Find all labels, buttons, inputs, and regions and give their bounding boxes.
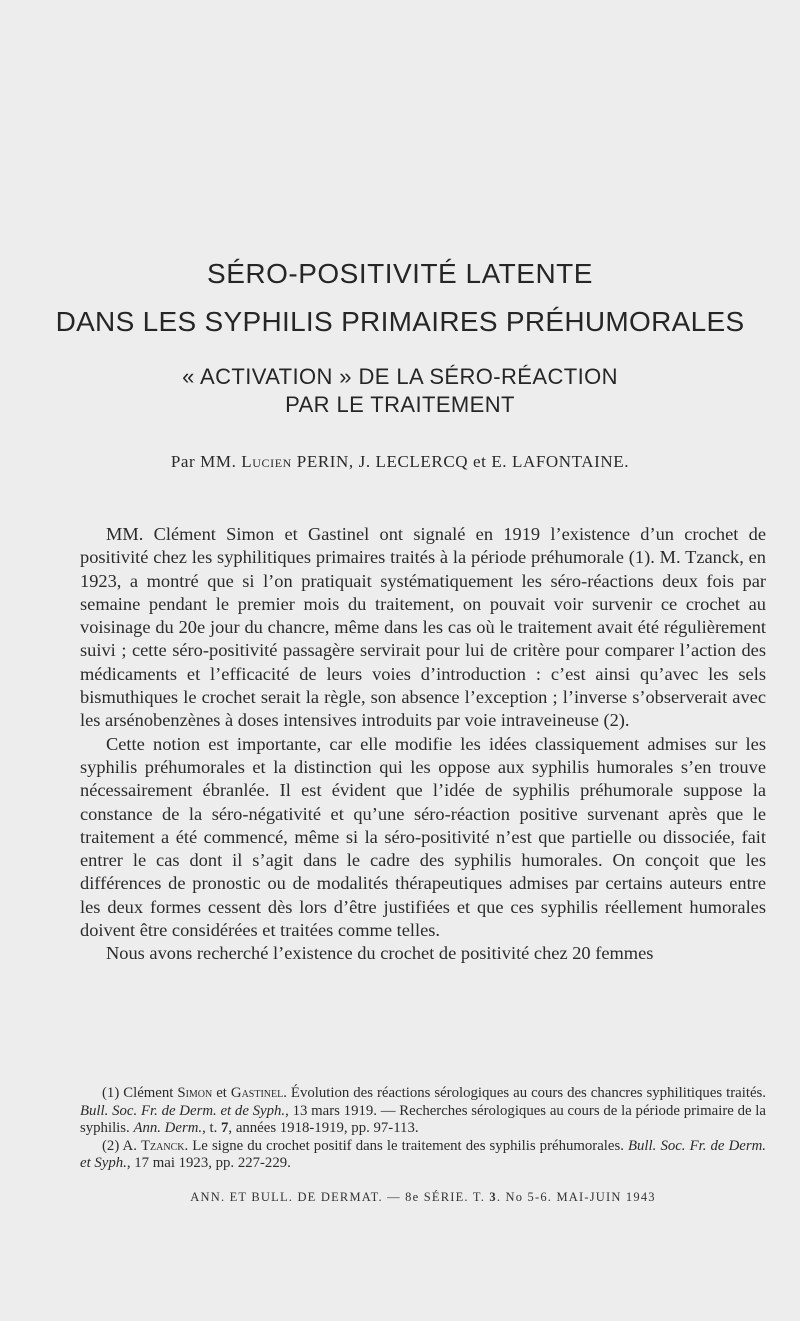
footnotes — [80, 1085, 766, 1173]
running-footer-text-1: ANN. ET BULL. DE DERMAT. — 8e SÉRIE. T. — [190, 1190, 490, 1204]
paragraph-3: Nous avons recherché l’existence du crochet de positivité chez 20 femmes — [106, 943, 654, 964]
footnote-1-conj: et — [212, 1085, 231, 1101]
footnote-2-text-1: . Le signe du crochet positif dans le traitement des syphilis préhumorales. — [184, 1137, 628, 1154]
footnote-2-text-2: , 17 mai 1923, pp. 227-229. — [126, 1155, 291, 1172]
footnote-1-volume: 7 — [221, 1120, 229, 1137]
running-footer-volume: 3 — [489, 1190, 497, 1204]
footnote-1-text-4: , années 1918-1919, pp. 97-113. — [228, 1120, 419, 1137]
author-line — [0, 452, 800, 472]
footnote-1-text-2: , 13 mars 1919. — Recherches sérologiques au cours de la période primaire de la syphilis. — [80, 1102, 766, 1137]
paragraph-1: MM. Clément Simon et Gastinel ont signalé en 1919 l’existence d’un crochet de positivité chez les syphilitiques primaires traités à la période préhumorale (1). M. Tzanck, en 1923, a montré que si l’on pratiquait systématiquement les séro-réactions deux fois par semaine pendant le premier mois du traitement, on pouvait voir survenir ce crochet au voisinage du 20e jour du chancre, même dans les cas où le traitement avait été régulièrement suivi ; cette séro-positivité passagère servirait pour lui de critère pour comparer l’action des médicaments et l’efficacité de leurs voies d’introduction : c’est ainsi qu’avec les sels bismuthiques le crochet serait la règle, son absence l’exception ; l’inverse s’observerait avec les arsénobenzènes à doses intensives introduits par voie intraveineuse (2). — [80, 524, 766, 731]
author-first-name: Lucien — [241, 452, 292, 471]
footnote-2-author: Tzanck — [141, 1137, 185, 1154]
article-title-line-1: SÉRO-POSITIVITÉ LATENTE — [207, 258, 593, 289]
article-subtitle-line-1: « ACTIVATION » DE LA SÉRO-RÉACTION — [182, 364, 618, 389]
footnote-1-text-3: , t. — [202, 1120, 222, 1137]
footnote-1-journal-2: Ann. Derm. — [133, 1120, 203, 1137]
paragraph-2: Cette notion est importante, car elle modifie les idées classiquement admises sur les syphilis préhumorales et la distinction qui les oppose aux syphilis humorales s’en trouve nécessairement ébranlée. Il est évident que l’idée de syphilis préhumorale suppose la constance de la séro-négativité et qu’une séro-réaction positive survenant après que le traitement a été commencé, même si la séro-positivité n’est que partielle ou dissociée, fait entrer le cas dont il s’agit dans le cadre des syphilis humorales. On conçoit que les différences de pronostic ou de modalités thérapeutiques admises par certains auteurs entre les deux formes cessent dès lors d’être justifiées et que ces syphilis réellement humorales doivent être considérées et traitées comme telles. — [80, 733, 766, 941]
footnote-1-number: (1) Clément — [102, 1085, 178, 1101]
footnote-1 — [80, 1085, 766, 1138]
footnote-1-journal-1: Bull. Soc. Fr. de Derm. et de Syph. — [80, 1102, 286, 1119]
author-names: PERIN, J. LECLERCQ et E. LAFONTAINE. — [291, 452, 630, 471]
running-footer — [0, 1190, 800, 1205]
footnote-1-author-1: Simon — [177, 1085, 213, 1101]
footnote-2-number: (2) A. — [102, 1137, 141, 1154]
footnote-1-text-1: . Évolution des réactions sérologiques au cours des chancres syphilitiques traités. — [283, 1085, 766, 1101]
article-body — [80, 523, 766, 966]
footnote-1-author-2: Gastinel — [230, 1085, 284, 1101]
footnote-2-journal: Bull. Soc. Fr. de Derm. et Syph. — [80, 1137, 766, 1172]
footnote-2 — [80, 1138, 766, 1173]
running-footer-text-2: . No 5-6. MAI-JUIN 1943 — [496, 1190, 656, 1204]
article-subtitle-line-2: PAR LE TRAITEMENT — [285, 392, 515, 417]
author-prefix: Par MM. — [170, 452, 242, 471]
article-title-line-2: DANS LES SYPHILIS PRIMAIRES PRÉHUMORALES — [55, 306, 745, 337]
